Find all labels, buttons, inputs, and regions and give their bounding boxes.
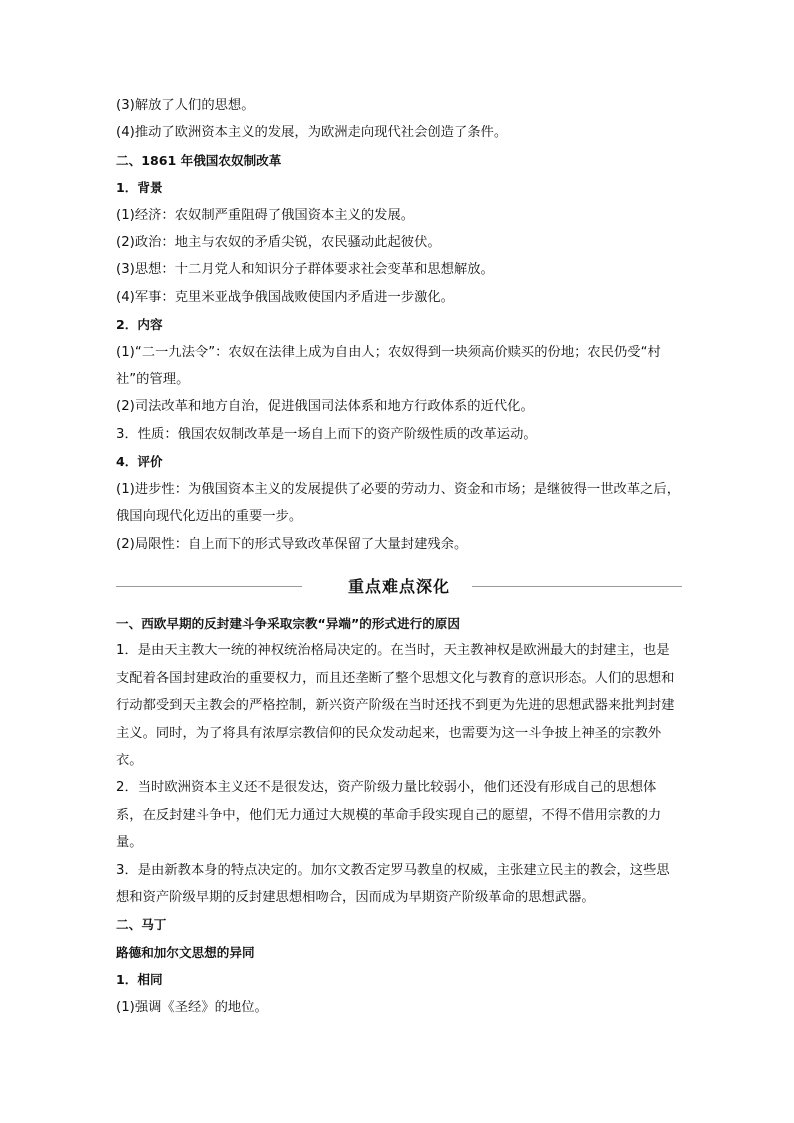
point-liberated-thought: (3)解放了人们的思想。 [116, 98, 255, 113]
evaluation-progressive: (1)进步性：为俄国资本主义的发展提供了必要的劳动力、资金和市场；是继彼得一世改革之后，俄国向现代化迈出的重要一步。 [116, 481, 681, 525]
background-military: (4)军事：克里米亚战争俄国战败使国内矛盾进一步激化。 [116, 289, 454, 305]
background-economy: (1)经济：农奴制严重阻碍了俄国资本主义的发展。 [116, 207, 415, 223]
subheading-background: 1．背景 [116, 180, 163, 196]
deep-heading-heresy: 一、西欧早期的反封建斗争采取宗教“异端”的形式进行的原因 [116, 615, 460, 631]
background-politics: (2)政治：地主与农奴的矛盾尖锐，农民骚动此起彼伏。 [116, 235, 441, 251]
deep-heading-luther-calvin: 路德和加尔文思想的异同 [116, 944, 255, 960]
section-heading-russia-reform: 二、1861 年俄国农奴制改革 [116, 152, 282, 168]
banner-title: 重点难点深化 [347, 576, 450, 596]
section-banner [116, 566, 682, 606]
deep-reason-2: 2．当时欧洲资本主义还不是很发达，资产阶级力量比较弱小，他们还没有形成自己的思想体系，在反封建斗争中，他们无力通过大规模的革命手段实现自己的愿望，不得不借用宗教的力量。 [116, 780, 662, 851]
subheading-similarities: 1．相同 [116, 972, 163, 988]
evaluation-limitation: (2)局限性：自上而下的形式导致改革保留了大量封建残余。 [116, 536, 468, 552]
subheading-content: 2．内容 [116, 317, 163, 333]
reform-nature: 3．性质：俄国农奴制改革是一场自上而下的资产阶级性质的改革运动。 [116, 426, 537, 442]
deep-reason-3: 3．是由新教本身的特点决定的。加尔文教否定罗马教皇的权威，主张建立民主的教会，这些思想和资产阶级早期的反封建思想相吻合，因而成为早期资产阶级革命的思想武器。 [116, 862, 670, 905]
content-judicial-reform: (2)司法改革和地方自治，促进俄国司法体系和地方行政体系的近代化。 [116, 399, 534, 415]
subheading-evaluation: 4．评价 [116, 454, 163, 470]
point-capitalism-development: (4)推动了欧洲资本主义的发展，为欧洲走向现代社会创造了条件。 [116, 125, 508, 141]
background-thought: (3)思想：十二月党人和知识分子群体要求社会变革和思想解放。 [116, 262, 494, 278]
similarity-bible: (1)强调《圣经》的地位。 [116, 999, 268, 1015]
content-decree: (1)“二一九法令”：农奴在法律上成为自由人；农奴得到一块须高价赎买的份地；农民仍受“村社”的管理。 [116, 344, 661, 388]
page-content [116, 92, 682, 1021]
deep-reason-1: 1．是由天主教大一统的神权统治格局决定的。在当时，天主教神权是欧洲最大的封建主，也是支配着各国封建政治的重要权力，而且还垄断了整个思想文化与教育的意识形态。人们的思想和行动都受到天主教会的严格控制，新兴资产阶级在当时还找不到更为先进的思想武器来批判封建主义。同时，为了将具有浓厚宗教信仰的民众发动起来，也需要为这一斗争披上神圣的宗教外衣。 [116, 643, 675, 768]
deep-heading-martin: 二、马丁 [116, 917, 167, 933]
banner-rule-right [472, 586, 682, 587]
